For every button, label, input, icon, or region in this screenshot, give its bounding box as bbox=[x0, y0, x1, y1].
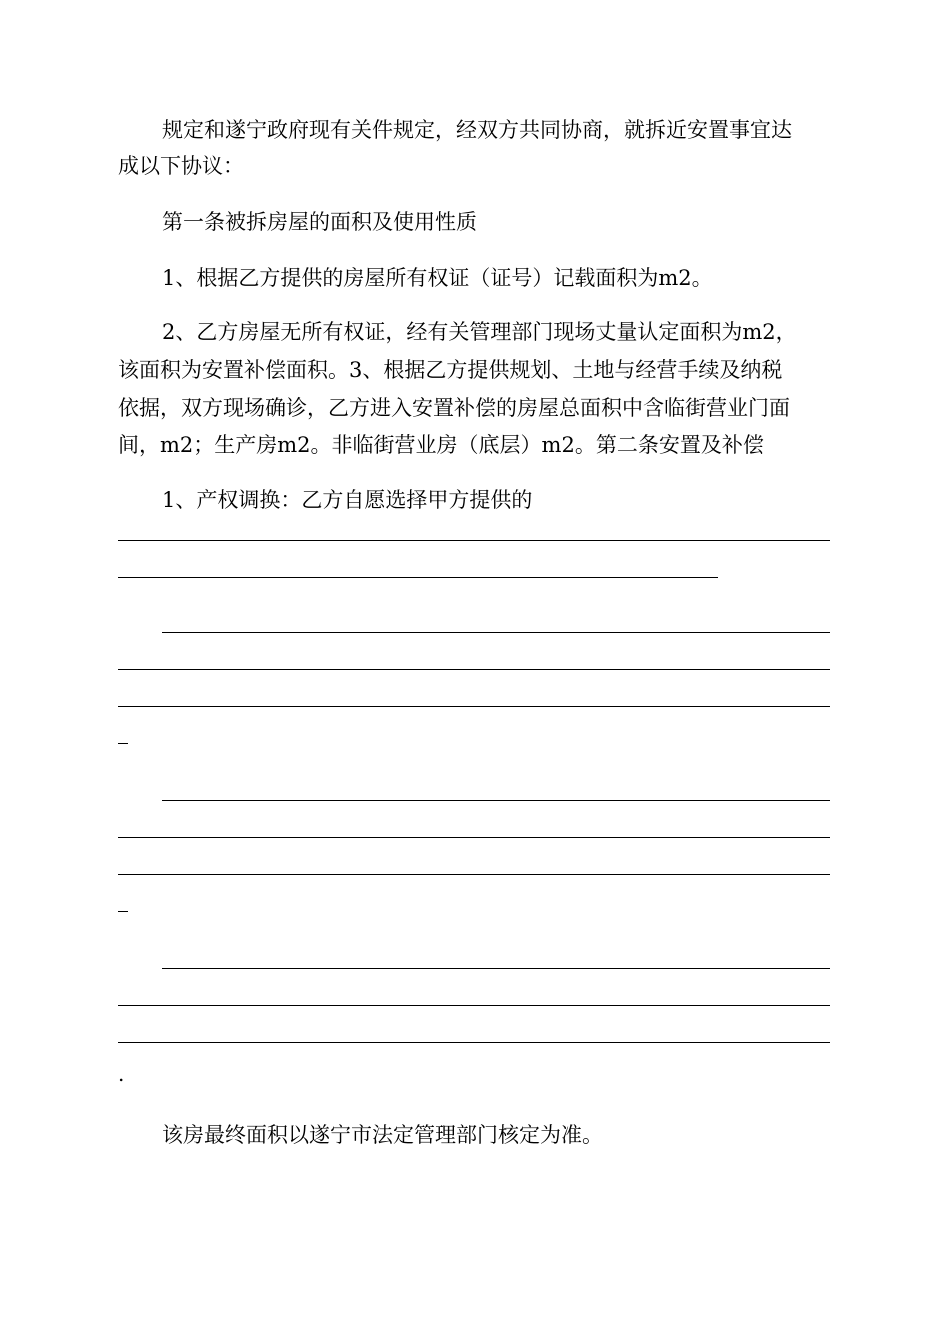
item-2-line-2: 该面积为安置补偿面积。3、根据乙方提供规划、土地与经营手续及纳税 bbox=[118, 358, 783, 382]
intro-line-2: 成以下协议： bbox=[118, 154, 244, 178]
blank-line bbox=[118, 646, 830, 670]
blank-line bbox=[118, 554, 718, 578]
blank-line bbox=[118, 683, 830, 707]
item-2-line-4: 间，m2；生产房m2。非临街营业房（底层）m2。第二条安置及补偿 bbox=[118, 433, 764, 457]
item-2-line-3: 依据，双方现场确诊，乙方进入安置补偿的房屋总面积中含临街营业门面 bbox=[118, 396, 790, 420]
closing-period: . bbox=[118, 1062, 125, 1086]
blank-line bbox=[162, 777, 830, 801]
blank-line bbox=[162, 609, 830, 633]
blank-line bbox=[118, 720, 128, 744]
article-1-title: 第一条被拆房屋的面积及使用性质 bbox=[162, 210, 477, 234]
blank-line bbox=[118, 1019, 830, 1043]
blank-line bbox=[118, 814, 830, 838]
blank-line bbox=[162, 945, 830, 969]
blank-line bbox=[118, 517, 830, 541]
item-1: 1、根据乙方提供的房屋所有权证（证号）记载面积为m2。 bbox=[162, 266, 713, 290]
blank-line bbox=[118, 888, 128, 912]
intro-line-1: 规定和遂宁政府现有关件规定，经双方共同协商，就拆近安置事宜达 bbox=[162, 118, 792, 142]
blank-line bbox=[118, 851, 830, 875]
item-2-line-1: 2、乙方房屋无所有权证，经有关管理部门现场丈量认定面积为m2， bbox=[162, 320, 797, 344]
blank-line bbox=[118, 982, 830, 1006]
item-3-property-exchange: 1、产权调换：乙方自愿选择甲方提供的 bbox=[162, 488, 533, 512]
final-statement: 该房最终面积以遂宁市法定管理部门核定为准。 bbox=[162, 1123, 603, 1147]
